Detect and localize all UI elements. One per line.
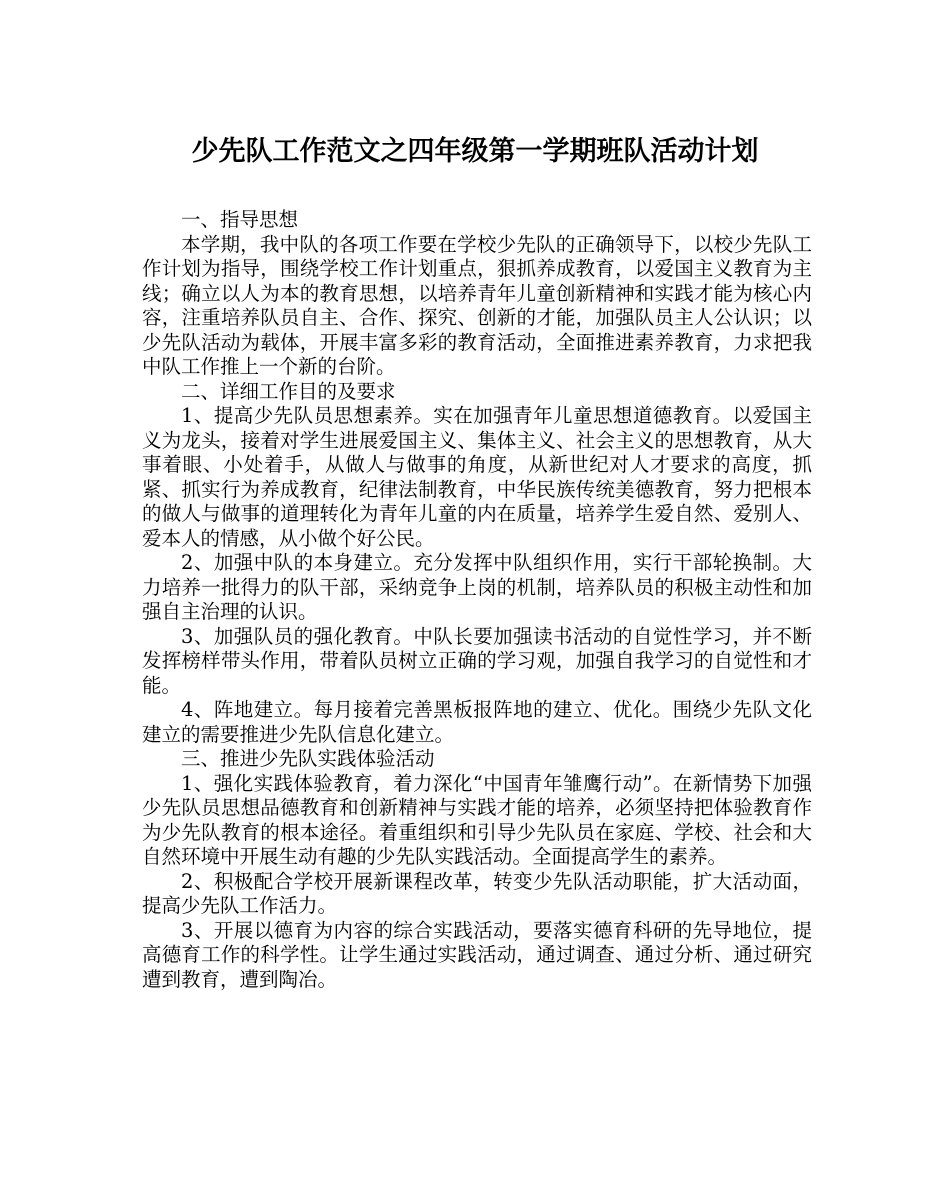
paragraph: 本学期，我中队的各项工作要在学校少先队的正确领导下，以校少先队工作计划为指导，围绕学校工作计划重点，狠抓养成教育，以爱国主义教育为主线；确立以人为本的教育思想，以培养青年儿童创新精神和实践才能为核心内容，注重培养队员自主、合作、探究、创新的才能，加强队员主人公认识；以少先队活动为载体，开展丰富多彩的教育活动，全面推进素养教育，力求把我中队工作推上一个新的台阶。: [142, 232, 812, 378]
paragraph: 2、积极配合学校开展新课程改革，转变少先队活动职能，扩大活动面，提高少先队工作活力。: [142, 869, 812, 917]
paragraph: 2、加强中队的本身建立。充分发挥中队组织作用，实行干部轮换制。大力培养一批得力的队干部，采纳竞争上岗的机制，培养队员的积极主动性和加强自主治理的认识。: [142, 551, 812, 623]
paragraph: 3、开展以德育为内容的综合实践活动，要落实德育科研的先导地位，提高德育工作的科学性。让学生通过实践活动，通过调查、通过分析、通过研究遭到教育，遭到陶冶。: [142, 918, 812, 991]
section-heading: 三、推进少先队实践体验活动: [181, 747, 435, 770]
section-heading: 一、指导思想: [181, 208, 299, 231]
document-title: 少先队工作范文之四年级第一学期班队活动计划: [191, 136, 759, 167]
section-heading: 二、详细工作目的及要求: [181, 379, 396, 403]
paragraph: 4、阵地建立。每月接着完善黑板报阵地的建立、优化。围绕少先队文化建立的需要推进少先队信息化建立。: [142, 698, 812, 746]
paragraph: 1、强化实践体验教育，着力深化“中国青年雏鹰行动”。在新情势下加强少先队员思想品德教育和创新精神与实践才能的培养，必须坚持把体验教育作为少先队教育的根本途径。着重组织和引导少先队员在家庭、学校、社会和大自然环境中开展生动有趣的少先队实践活动。全面提高学生的素养。: [142, 771, 812, 868]
document-body: [142, 208, 812, 992]
paragraph: 1、提高少先队员思想素养。实在加强青年儿童思想道德教育。以爱国主义为龙头，接着对学生进展爱国主义、集体主义、社会主义的思想教育，从大事着眼、小处着手，从做人与做事的角度，从新世纪对人才要求的高度，抓紧、抓实行为养成教育，纪律法制教育，中华民族传统美德教育，努力把根本的做人与做事的道理转化为青年儿童的内在质量，培养学生爱自然、爱别人、爱本人的情感，从小做个好公民。: [142, 404, 812, 550]
paragraph: 3、加强队员的强化教育。中队长要加强读书活动的自觉性学习，并不断发挥榜样带头作用，带着队员树立正确的学习观，加强自我学习的自觉性和才能。: [142, 624, 812, 697]
